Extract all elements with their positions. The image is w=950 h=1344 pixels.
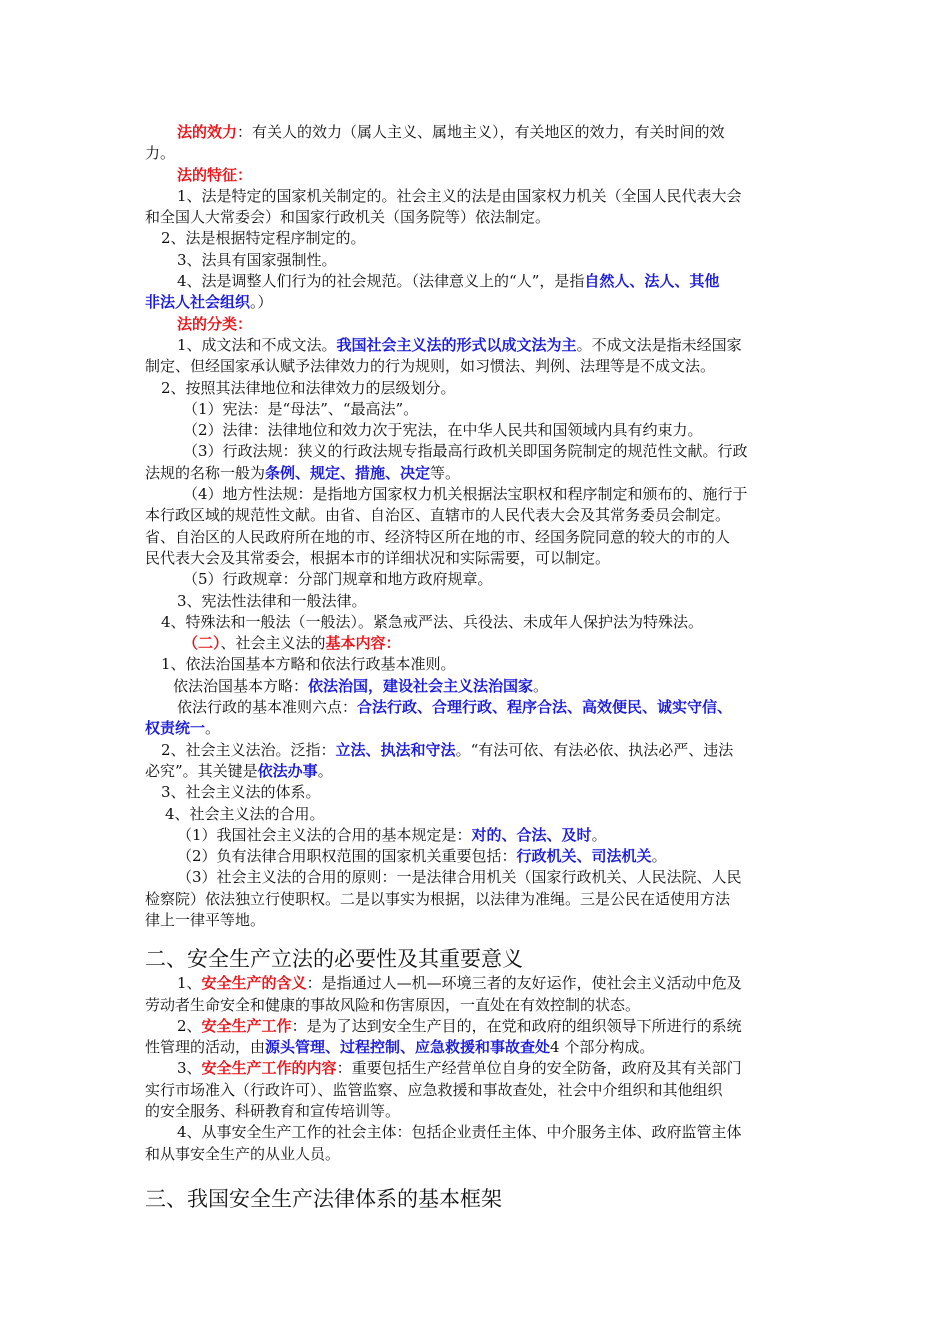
type-2-3 <box>145 441 807 462</box>
content-4-3-cont-1: 检察院）依法独立行使职权。二是以事实为根据，以法律为准绳。三是公民在适使用方法 <box>145 889 731 908</box>
safety-4-cont: 和从事安全生产的从业人员。 <box>145 1144 341 1163</box>
text: 4、法是调整人们行为的社会规范。（法律意义上的“人”，是指 <box>177 272 585 291</box>
type-2-4-cont-3: 民代表大会及其常委会，根据本市的详细状况和实际需要，可以制定。 <box>145 548 611 567</box>
content-2 <box>145 740 807 761</box>
content-3: 3、社会主义法的体系。 <box>161 783 321 802</box>
text: 4 个部分构成。 <box>550 1038 655 1057</box>
type-2-3-cont <box>145 463 807 484</box>
heading-section-3: 三、我国安全生产法律体系的基本框架 <box>145 1186 502 1211</box>
highlight: 基本内容： <box>325 634 401 653</box>
section-number: （二） <box>183 634 221 653</box>
highlight: 立法、执法和守法 <box>335 740 456 759</box>
safety-1-cont: 劳动者生命安全和健康的事故风险和伤害原因，一直处在有效控制的状态。 <box>145 995 641 1014</box>
text: 法规的名称一般为 <box>145 463 266 482</box>
text: 。不成文法是指未经国家 <box>576 335 742 354</box>
text: 等。 <box>430 463 461 482</box>
highlight: 源头管理、过程控制、应急救援和事故查处 <box>265 1038 551 1057</box>
highlight: 依法治国，建设社会主义法治国家 <box>308 676 534 695</box>
text: 制定、但经国家承认赋予法律效力的行为规则，如习惯法、判例、法理等是不成文法。 <box>145 357 716 376</box>
text: （2）负有法律合用职权范围的国家机关重要包括： <box>177 847 517 866</box>
content-1b-cont <box>145 718 807 739</box>
text: 。 <box>651 847 667 866</box>
safety-3 <box>145 1058 807 1079</box>
feature-2: 2、法是根据特定程序制定的。 <box>161 229 366 248</box>
content-4-3-cont-2: 律上一律平等地。 <box>145 910 266 929</box>
content-4: 4、社会主义法的合用。 <box>165 804 325 823</box>
content-1b <box>145 697 807 718</box>
safety-3-cont-2: 的安全服务、科研教育和宣传培训等。 <box>145 1102 401 1121</box>
type-4: 4、特殊法和一般法（一般法）。紧急戒严法、兵役法、未成年人保护法为特殊法。 <box>161 612 704 631</box>
paragraph-legal-effect-cont <box>145 143 807 164</box>
highlight: 安全生产的含义 <box>201 974 307 993</box>
text: （3）社会主义法的合用的原则：一是法律合用机关（国家行政机关、人民法院、人民 <box>177 868 742 887</box>
text: 、社会主义法的 <box>220 634 326 653</box>
text: （3）行政法规：狭义的行政法规专指最高行政机关即国务院制定的规范性文献。行政 <box>183 442 748 461</box>
highlight: 自然人、法人、其他 <box>584 272 720 291</box>
text: 。 <box>533 676 549 695</box>
text: 2、 <box>177 1016 202 1035</box>
text: 。“有法可依、有法必依、执法必严、违法 <box>455 740 734 759</box>
text: ：有关人的效力（属人主义、属地主义），有关地区的效力，有关时间的效 <box>237 123 725 141</box>
type-1 <box>145 335 807 356</box>
highlight: 合法行政、合理行政、程序合法、高效便民、诚实守信、 <box>357 698 733 717</box>
feature-1 <box>145 186 807 207</box>
highlight: 条例、规定、措施、决定 <box>265 463 431 482</box>
type-2-4-cont-1: 本行政区域的规范性文献。由省、自治区、直辖市的人民代表大会及其常务委员会制定。 <box>145 506 731 525</box>
text: 依法治国基本方略： <box>173 676 309 695</box>
highlight: 安全生产工作 <box>201 1016 292 1035</box>
paragraph-legal-effect <box>145 122 807 143</box>
text: （1）我国社会主义法的合用的基本规定是： <box>177 825 472 844</box>
safety-3-cont-1: 实行市场准入（行政许可）、监管监察、应急救援和事故查处，社会中介组织和其他组织 <box>145 1080 723 1099</box>
text: 。 <box>205 719 221 738</box>
text: 性管理的活动，由 <box>145 1038 266 1057</box>
highlight: 行政机关、司法机关 <box>516 847 652 866</box>
safety-1 <box>145 973 807 994</box>
type-2-4-cont-2: 省、自治区的人民政府所在地的市、经济特区所在地的市、经国务院同意的较大的市的人 <box>145 527 731 546</box>
feature-4 <box>145 271 807 292</box>
text: （4）地方性法规：是指地方国家权力机关根据法宝职权和程序制定和颁布的、施行于 <box>183 485 748 504</box>
content-4-3 <box>145 867 807 888</box>
type-1-cont <box>145 356 807 377</box>
content-2-cont <box>145 761 807 782</box>
heading-law-features: 法的特征： <box>177 165 253 184</box>
feature-4-cont <box>145 292 807 313</box>
content-4-2 <box>145 846 807 867</box>
content-1: 1、依法治国基本方略和依法行政基本准则。 <box>161 655 456 674</box>
text: ：是指通过人—机—环境三者的友好运作，使社会主义活动中危及 <box>306 974 742 993</box>
content-1a <box>145 676 807 697</box>
text: ：重要包括生产经营单位自身的安全防备，政府及其有关部门 <box>336 1059 742 1078</box>
text: 和全国人大常委会）和国家行政机关（国务院等）依法制定。 <box>145 208 551 227</box>
type-3: 3、宪法性法律和一般法律。 <box>177 591 367 610</box>
type-2-5: （5）行政规章：分部门规章和地方政府规章。 <box>183 570 493 589</box>
text: 3、 <box>177 1059 202 1078</box>
highlight: 对的、合法、及时 <box>471 825 592 844</box>
type-2-2: （2）法律：法律地位和效力次于宪法，在中华人民共和国领域内具有约束力。 <box>183 421 703 440</box>
text: 。 <box>317 761 333 780</box>
highlight: 安全生产工作的内容 <box>201 1059 337 1078</box>
text: 力。 <box>145 144 176 163</box>
heading-section-2: 二、安全生产立法的必要性及其重要意义 <box>145 947 523 972</box>
term-legal-effect: 法的效力 <box>177 123 238 141</box>
highlight: 权责统一 <box>145 719 206 738</box>
feature-1-cont <box>145 207 807 228</box>
text: 。 <box>591 825 607 844</box>
type-2-1: （1）宪法：是“母法”、“最高法”。 <box>183 399 419 418</box>
text: 1、成文法和不成文法。 <box>177 335 337 354</box>
text: 依法行政的基本准则六点： <box>177 698 358 717</box>
section-basic-content <box>145 633 807 654</box>
text: 。） <box>250 293 273 312</box>
highlight: 我国社会主义法的形式以成文法为主 <box>336 335 577 354</box>
text: 1、 <box>177 974 202 993</box>
safety-2-cont <box>145 1037 807 1058</box>
highlight: 依法办事 <box>257 761 318 780</box>
safety-2 <box>145 1016 807 1037</box>
content-4-1 <box>145 825 807 846</box>
heading-law-types: 法的分类： <box>177 314 253 333</box>
text: 必究”。其关键是 <box>145 761 258 780</box>
text: ：是为了达到安全生产目的，在党和政府的组织领导下所进行的系统 <box>291 1016 742 1035</box>
text: 1、法是特定的国家机关制定的。社会主义的法是由国家权力机关（全国人民代表大会 <box>177 186 742 205</box>
type-2: 2、按照其法律地位和法律效力的层级划分。 <box>161 378 456 397</box>
safety-4: 4、从事安全生产工作的社会主体：包括企业责任主体、中介服务主体、政府监管主体 <box>177 1123 742 1142</box>
highlight: 非法人社会组织 <box>145 293 251 312</box>
document-body <box>145 122 807 1213</box>
text: 2、社会主义法治。泛指： <box>161 740 336 759</box>
feature-3: 3、法具有国家强制性。 <box>177 250 337 269</box>
type-2-4 <box>145 484 807 505</box>
